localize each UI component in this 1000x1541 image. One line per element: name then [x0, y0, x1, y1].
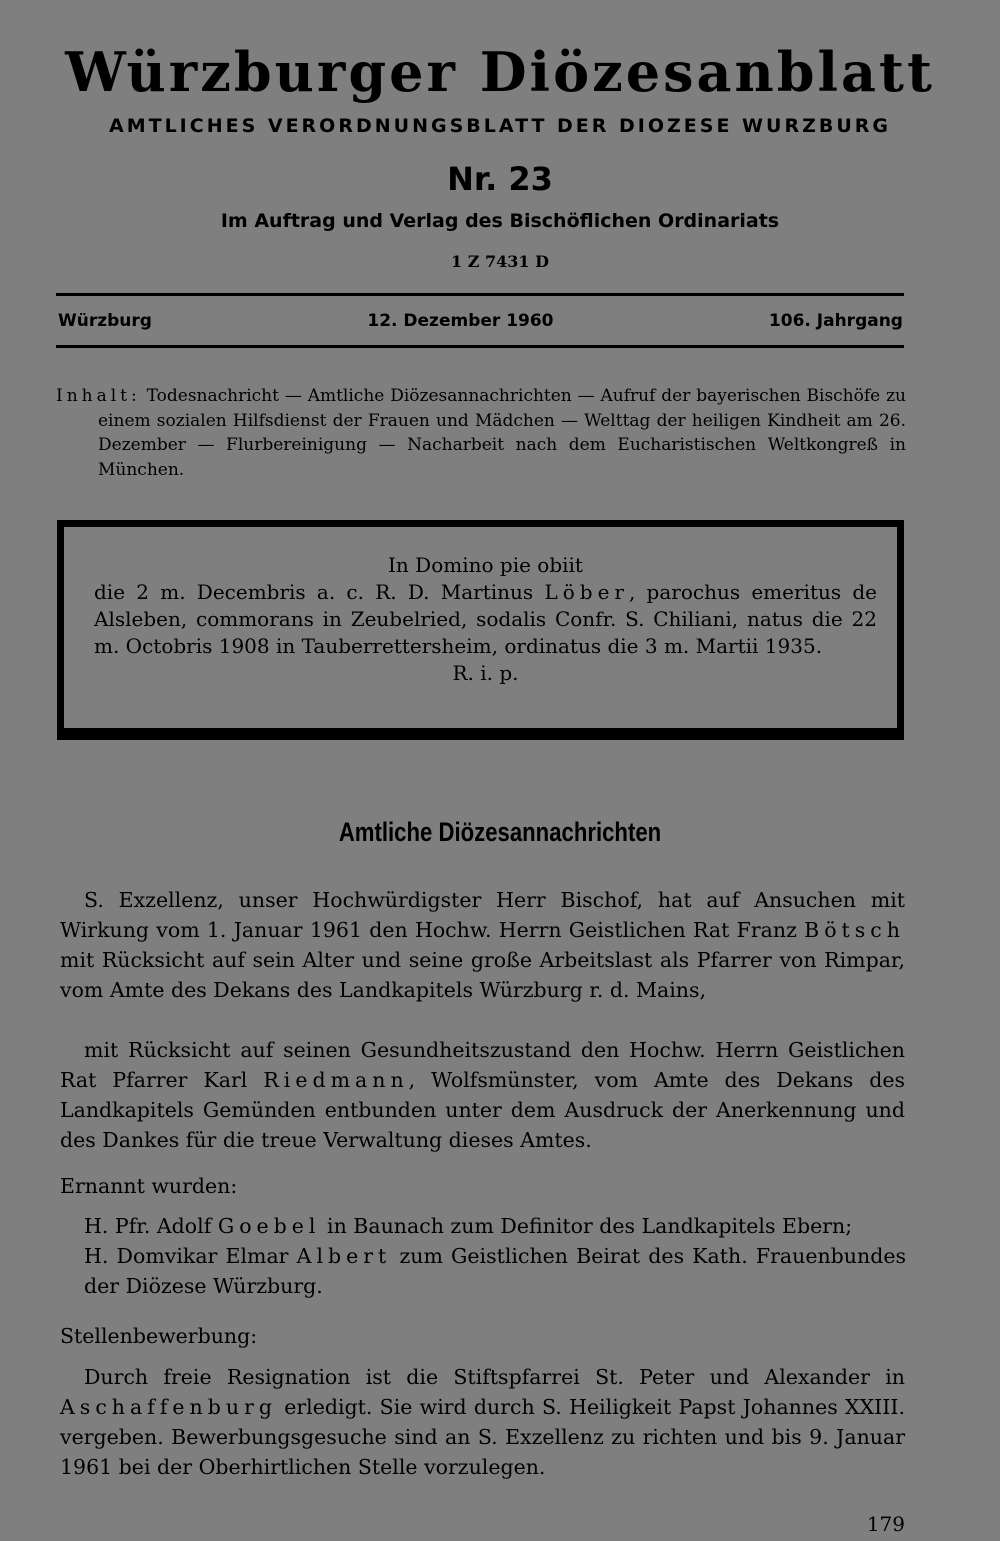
- obituary-text: [94, 579, 877, 660]
- list-item-text: H. Pfr. Adolf: [84, 1214, 212, 1238]
- list-item: [84, 1211, 906, 1241]
- contents-text: Todesnachricht — Amtliche Diözesannachrichten — Aufruf der bayerischen Bischöfe zu einem sozialen Hilfsdienst der Frauen und Mädchen — Welttag der heiligen Kindheit am 26. Dezember — Flurbereinigung — Nacharbeit nach dem Eucharistischen Weltkongreß in München.: [98, 386, 906, 480]
- dateline-volume: 106. Jahrgang: [768, 311, 903, 331]
- postal-code: 1 Z 7431 D: [451, 252, 549, 271]
- paragraph-text: Durch freie Resignation ist die Stiftspfarrei St. Peter und Alexander in: [84, 1365, 905, 1389]
- issue-number: Nr. 23: [447, 160, 553, 198]
- paragraph-text: mit Rücksicht auf seinen Gesundheitszustand den Hochw. Herrn Geistlichen Rat Pfarrer Karl: [60, 1038, 905, 1092]
- body-paragraph: [60, 885, 905, 1005]
- divider-top: [56, 293, 904, 296]
- vacancy-paragraph: [60, 1362, 905, 1482]
- dateline-date: 12. Dezember 1960: [367, 311, 554, 331]
- person-name: Goebel: [217, 1214, 321, 1238]
- paragraph-text: mit Rücksicht auf sein Alter und seine große Arbeitslast als Pfarrer von Rimpar, vom Amte des Dekans des Landkapitels Würzburg r. d. Mains,: [60, 948, 905, 1002]
- masthead-subtitle: AMTLICHES VERORDNUNGSBLATT DER DIOZESE WURZBURG: [109, 115, 891, 137]
- contents-label: Inhalt:: [56, 386, 141, 406]
- obituary-name: Löber: [544, 580, 629, 604]
- masthead-title: Würzburger Diözesanblatt: [65, 40, 935, 104]
- person-name: Riedmann: [263, 1068, 409, 1092]
- obituary-closing: R. i. p.: [452, 661, 519, 685]
- person-name: Bötsch: [804, 918, 905, 942]
- paragraph-text: , Wolfsmünster, vom Amte des Dekans des Landkapitels Gemünden entbunden unter dem Ausdruck der Anerkennung und des Dankes für die treue Verwaltung dieses Amtes.: [60, 1068, 905, 1152]
- obituary-box: [57, 520, 904, 740]
- obituary-text-part: die 2 m. Decembris a. c. R. D. Martinus: [94, 580, 534, 604]
- person-name: Albert: [296, 1244, 392, 1268]
- dateline-place: Würzburg: [58, 311, 152, 331]
- dateline: [58, 311, 903, 331]
- obituary-text-part: , parochus emeritus de Alsleben, commorans in Zeubelried, sodalis Confr. S. Chiliani, natus die 22 m. Octobris 1908 in Tauberrettersheim, ordinatus die 3 m. Martii 1935.: [94, 580, 877, 658]
- appointments-list: [84, 1211, 906, 1301]
- list-item: [84, 1241, 906, 1301]
- page-number: 179: [866, 1512, 905, 1536]
- vacancy-label: Stellenbewerbung:: [60, 1324, 258, 1348]
- table-of-contents: [56, 384, 906, 482]
- appointed-label: Ernannt wurden:: [60, 1174, 238, 1198]
- divider-bottom: [56, 345, 904, 348]
- body-paragraph: [60, 1035, 905, 1155]
- obituary-heading: In Domino pie obiit: [388, 553, 583, 577]
- list-item-text: in Baunach zum Definitor des Landkapitels Ebern;: [327, 1214, 853, 1238]
- list-item-text: zum Geistlichen Beirat des Kath. Frauenbundes der Diözese Würzburg.: [84, 1244, 906, 1298]
- place-name: Aschaffenburg: [60, 1395, 277, 1419]
- paragraph-text: erledigt. Sie wird durch S. Heiligkeit Papst Johannes XXIII. vergeben. Bewerbungsgesuche sind an S. Exzellenz zu richten und bis 9. Januar 1961 bei der Oberhirtlichen Stelle vorzulegen.: [60, 1395, 905, 1479]
- list-item-text: H. Domvikar Elmar: [84, 1244, 289, 1268]
- paragraph-text: S. Exzellenz, unser Hochwürdigster Herr Bischof, hat auf Ansuchen mit Wirkung vom 1. Januar 1961 den Hochw. Herrn Geistlichen Rat Franz: [60, 888, 905, 942]
- publisher-line: Im Auftrag und Verlag des Bischöflichen Ordinariats: [220, 210, 780, 232]
- section-heading: Amtliche Diözesannachrichten: [338, 817, 662, 847]
